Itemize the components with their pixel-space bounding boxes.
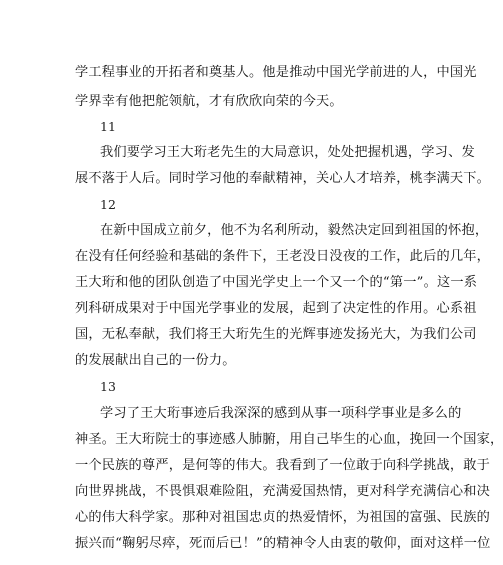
paragraph-line: 心的伟大科学家。那种对祖国忠贞的热爱情怀，为祖国的富强、民族的 bbox=[75, 510, 491, 525]
paragraph-line: 向世界挑战，不畏惧艰难险阻，充满爱国热情，更对科学充满信心和决 bbox=[75, 484, 491, 499]
paragraph-line: 我们要学习王大珩老先生的大局意识，处处把握机遇，学习、发 bbox=[100, 145, 475, 160]
paragraph-line: 神圣。王大珩院士的事迹感人肺腑，用自己毕生的心血，挽回一个国家， bbox=[75, 432, 503, 447]
section-number: 13 bbox=[100, 379, 116, 394]
paragraph-line: 列科研成果对于中国光学事业的发展，起到了决定性的作用。心系祖 bbox=[75, 301, 477, 316]
paragraph-line: 在没有任何经验和基础的条件下，王老没日没夜的工作，此后的几年， bbox=[75, 249, 491, 264]
paragraph-line: 展不落于人后。同时学习他的奉献精神，关心人才培养，桃李满天下。 bbox=[75, 171, 491, 186]
paragraph-line: 一个民族的尊严，是何等的伟大。我看到了一位敢于向科学挑战，敢于 bbox=[75, 458, 491, 473]
paragraph-line: 学工程事业的开拓者和奠基人。他是推动中国光学前进的人，中国光 bbox=[75, 65, 477, 80]
paragraph-line: 王大珩和他的团队创造了中国光学史上一个又一个的“第一”。这一系 bbox=[75, 275, 478, 290]
paragraph-line: 国，无私奉献，我们将王大珩先生的光辉事迹发扬光大，为我们公司 bbox=[75, 327, 477, 342]
section-number: 12 bbox=[100, 197, 116, 212]
paragraph-line: 振兴而“鞠躬尽瘁，死而后已！”的精神令人由衷的敬仰，面对这样一位 bbox=[75, 536, 491, 551]
section-number: 11 bbox=[100, 119, 116, 134]
paragraph-line: 在新中国成立前夕，他不为名利所动，毅然决定回到祖国的怀抱， bbox=[100, 223, 489, 238]
paragraph-line: 学界幸有他把舵领航，才有欣欣向荣的今天。 bbox=[75, 94, 343, 109]
paragraph-line: 学习了王大珩事迹后我深深的感到从事一项科学事业是多么的 bbox=[100, 406, 462, 421]
paragraph-line: 的发展献出自己的一份力。 bbox=[75, 353, 236, 368]
